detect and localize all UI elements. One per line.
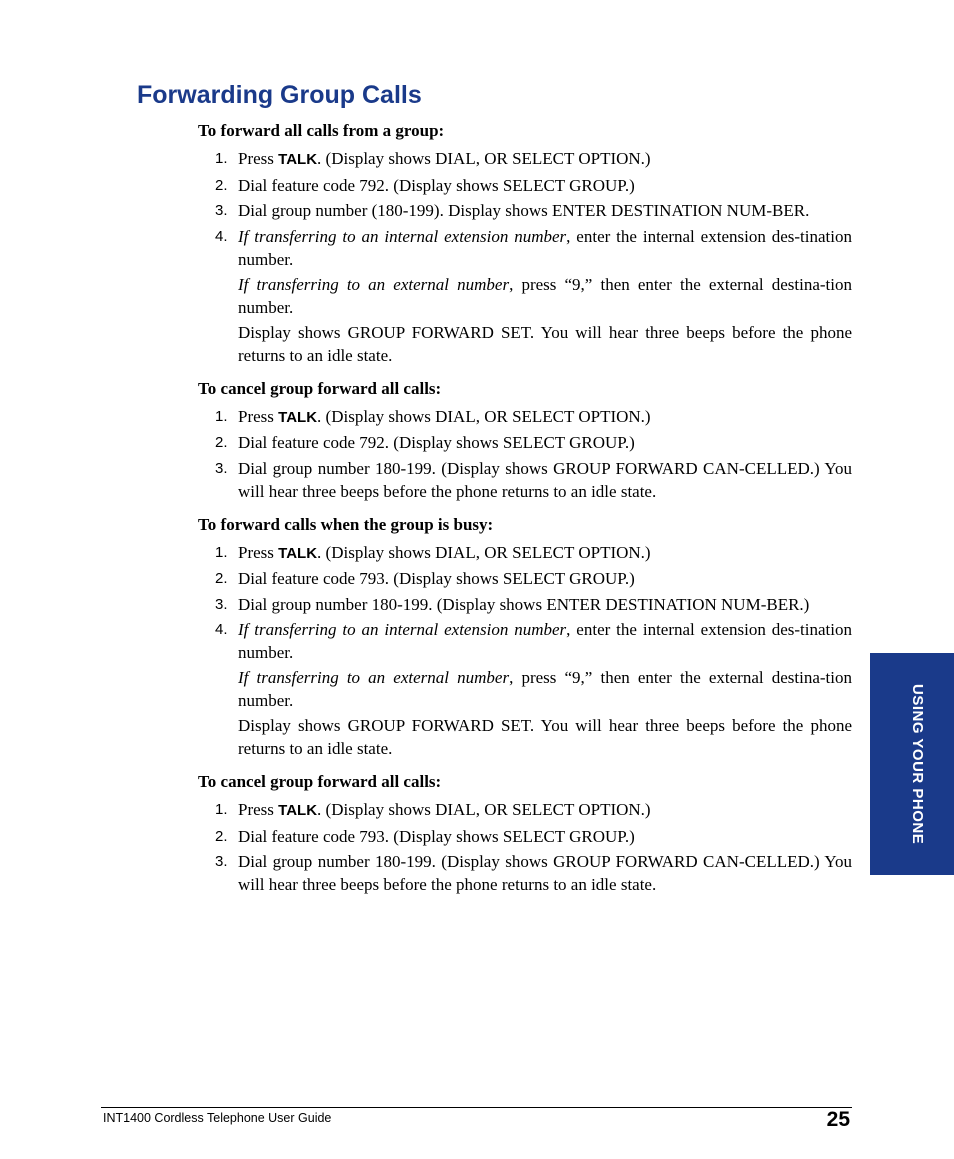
step-list bbox=[198, 541, 852, 761]
step-item bbox=[198, 199, 852, 222]
text-run: Display shows GROUP FORWARD SET. You will hear three beeps before the phone returns to an idle state. bbox=[238, 322, 852, 365]
key-name: TALK bbox=[278, 544, 318, 562]
step-number: 2. bbox=[215, 434, 228, 451]
step-text bbox=[238, 457, 852, 503]
step-number: 3. bbox=[215, 853, 228, 870]
step-item bbox=[198, 825, 852, 848]
step-text bbox=[238, 850, 852, 896]
step-number: 2. bbox=[215, 570, 228, 587]
text-run: , press “9,” then enter the external destina-tion number. bbox=[238, 668, 853, 710]
section-heading: To cancel group forward all calls: bbox=[198, 378, 442, 398]
text-run: Display shows GROUP FORWARD SET. You will hear three beeps before the phone returns to an idle state. bbox=[238, 716, 852, 758]
step-number: 3. bbox=[215, 202, 228, 219]
step-number: 2. bbox=[215, 176, 228, 194]
step-item bbox=[198, 225, 852, 367]
step-number: 1. bbox=[215, 407, 228, 425]
page-title: Forwarding Group Calls bbox=[137, 81, 422, 109]
step-text bbox=[238, 405, 852, 429]
step-item bbox=[198, 457, 852, 503]
step-text bbox=[238, 174, 852, 197]
section-heading: To cancel group forward all calls: bbox=[198, 772, 442, 791]
emphasis-text: If transferring to an external number bbox=[238, 668, 510, 687]
footer-rule bbox=[101, 1107, 852, 1108]
step-list bbox=[198, 405, 852, 503]
text-run: , enter the internal extension des-tination number. bbox=[238, 620, 852, 662]
step-number: 4. bbox=[215, 621, 228, 638]
step-text bbox=[238, 618, 852, 664]
footer-guide-title: INT1400 Cordless Telephone User Guide bbox=[103, 1111, 332, 1125]
text-run: Press bbox=[238, 800, 279, 819]
step-number: 1. bbox=[215, 150, 228, 167]
text-run: Dial group number 180-199. (Display shows GROUP FORWARD CAN-CELLED.) You will hear three beeps before the phone returns to an idle state. bbox=[238, 852, 852, 894]
step-item bbox=[198, 174, 852, 197]
step-item bbox=[198, 431, 852, 454]
step-item bbox=[198, 147, 852, 171]
text-run: . (Display shows DIAL, OR SELECT OPTION.) bbox=[317, 406, 651, 426]
text-run: Dial feature code 793. (Display shows SELECT GROUP.) bbox=[238, 826, 635, 846]
text-run: Dial feature code 792. (Display shows SELECT GROUP.) bbox=[238, 433, 635, 452]
step-number: 4. bbox=[215, 227, 228, 245]
text-run: Dial group number 180-199. (Display shows ENTER DESTINATION NUM-BER.) bbox=[238, 594, 810, 614]
step-text bbox=[238, 798, 852, 822]
step-item bbox=[198, 405, 852, 429]
text-run: , enter the internal extension des-tination number. bbox=[238, 226, 852, 269]
text-run: Press bbox=[238, 542, 279, 562]
step-list bbox=[198, 147, 852, 367]
footer-page-number: 25 bbox=[826, 1108, 850, 1131]
step-text bbox=[238, 825, 852, 848]
text-run: Press bbox=[238, 149, 279, 168]
step-number: 3. bbox=[215, 459, 228, 477]
key-name: TALK bbox=[278, 802, 318, 819]
step-text bbox=[238, 666, 852, 712]
side-tab-label: USING YOUR PHONE bbox=[909, 683, 926, 845]
step-item bbox=[198, 618, 852, 760]
text-run: Dial group number 180-199. (Display shows GROUP FORWARD CAN-CELLED.) You will hear three beeps before the phone returns to an idle state. bbox=[238, 458, 852, 501]
text-run: Dial group number (180-199). Display shows ENTER DESTINATION NUM-BER. bbox=[238, 201, 810, 220]
text-run: . (Display shows DIAL, OR SELECT OPTION.) bbox=[317, 542, 651, 562]
step-item bbox=[198, 798, 852, 822]
text-run: Press bbox=[238, 406, 279, 426]
text-run: . (Display shows DIAL, OR SELECT OPTION.) bbox=[317, 800, 651, 819]
step-number: 1. bbox=[215, 543, 228, 561]
step-item bbox=[198, 850, 852, 896]
emphasis-text: If transferring to an external number bbox=[238, 274, 510, 294]
step-text bbox=[238, 541, 852, 565]
step-text bbox=[238, 147, 852, 171]
instruction-section bbox=[198, 377, 852, 503]
step-number: 2. bbox=[215, 827, 228, 845]
step-text bbox=[238, 593, 852, 616]
step-item bbox=[198, 567, 852, 590]
side-tab bbox=[870, 653, 954, 875]
key-name: TALK bbox=[278, 408, 318, 426]
emphasis-text: If transferring to an internal extension number bbox=[238, 226, 567, 246]
step-text bbox=[238, 431, 852, 454]
step-text bbox=[238, 199, 852, 222]
emphasis-text: If transferring to an internal extension number bbox=[238, 620, 567, 639]
step-item bbox=[198, 593, 852, 616]
text-run: Dial feature code 793. (Display shows SELECT GROUP.) bbox=[238, 569, 635, 588]
main-content bbox=[198, 119, 852, 906]
step-number: 3. bbox=[215, 595, 228, 613]
step-text bbox=[238, 273, 852, 319]
step-text bbox=[238, 321, 852, 367]
instruction-section bbox=[198, 513, 852, 761]
step-list bbox=[198, 798, 852, 896]
instruction-section bbox=[198, 770, 852, 896]
step-number: 1. bbox=[215, 801, 228, 818]
section-heading: To forward calls when the group is busy: bbox=[198, 514, 494, 534]
section-heading: To forward all calls from a group: bbox=[198, 121, 445, 140]
step-text bbox=[238, 714, 852, 760]
step-text bbox=[238, 567, 852, 590]
step-item bbox=[198, 541, 852, 565]
key-name: TALK bbox=[278, 151, 318, 168]
step-text bbox=[238, 225, 852, 271]
text-run: . (Display shows DIAL, OR SELECT OPTION.) bbox=[317, 149, 651, 168]
text-run: , press “9,” then enter the external destina-tion number. bbox=[238, 274, 853, 317]
text-run: Dial feature code 792. (Display shows SELECT GROUP.) bbox=[238, 175, 635, 195]
instruction-section bbox=[198, 119, 852, 367]
